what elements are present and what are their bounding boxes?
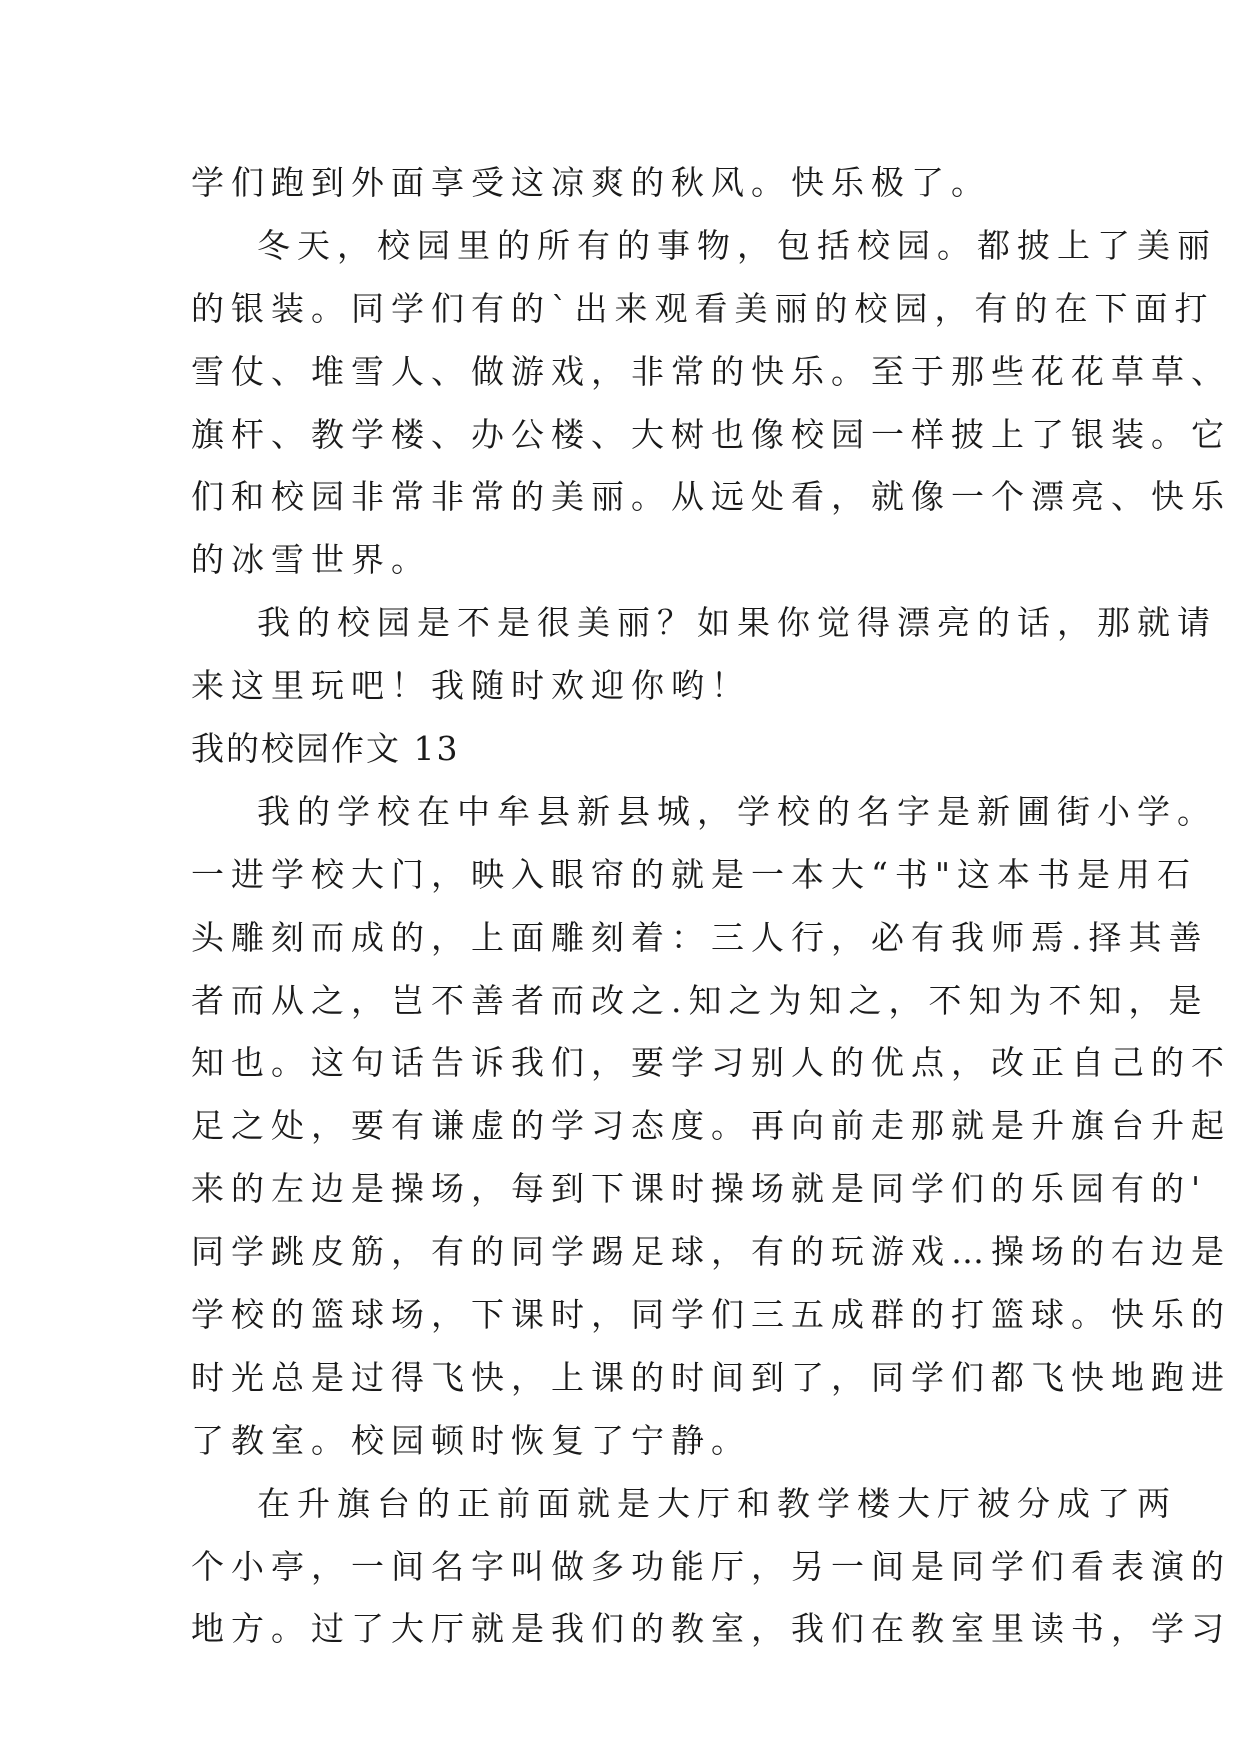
text-line: 个小亭，一间名字叫做多功能厅，另一间是同学们看表演的 [191, 1546, 1231, 1586]
text-line: 的银装。同学们有的`出来观看美丽的校园，有的在下面打 [191, 288, 1215, 328]
text-line: 知也。这句话告诉我们，要学习别人的优点，改正自己的不 [191, 1043, 1231, 1083]
text-line: 学校的篮球场，下课时，同学们三五成群的打篮球。快乐的 [191, 1295, 1231, 1335]
paragraph-start-line: 在升旗台的正前面就是大厅和教学楼大厅被分成了两 [257, 1483, 1177, 1523]
text-line: 同学跳皮筋，有的同学踢足球，有的玩游戏…操场的右边是 [191, 1232, 1231, 1272]
text-line: 来的左边是操场，每到下课时操场就是同学们的乐园有的' [191, 1169, 1208, 1209]
text-line: 来这里玩吧！我随时欢迎你哟！ [191, 666, 751, 706]
document-body [191, 152, 1231, 1661]
text-line: 学们跑到外面享受这凉爽的秋风。快乐极了。 [191, 163, 991, 202]
text-line: 们和校园非常非常的美丽。从远处看，就像一个漂亮、快乐 [191, 477, 1231, 517]
text-line: 雪仗、堆雪人、做游戏，非常的快乐。至于那些花花草草、 [191, 351, 1231, 391]
text-line: 时光总是过得飞快，上课的时间到了，同学们都飞快地跑进 [191, 1357, 1231, 1397]
paragraph-start-line: 冬天，校园里的所有的事物，包括校园。都披上了美丽 [257, 225, 1217, 265]
text-line: 者而从之，岂不善者而改之.知之为知之，不知为不知，是 [191, 980, 1209, 1020]
paragraph-start-line: 我的校园是不是很美丽？如果你觉得漂亮的话，那就请 [257, 603, 1217, 643]
paragraph-start-line: 我的学校在中牟县新县城，学校的名字是新圃街小学。 [257, 791, 1217, 831]
text-line: 地方。过了大厅就是我们的教室，我们在教室里读书，学习 [191, 1609, 1231, 1649]
text-line: 了教室。校园顿时恢复了宁静。 [191, 1420, 751, 1460]
text-line: 头雕刻而成的，上面雕刻着：三人行，必有我师焉.择其善 [191, 917, 1209, 957]
text-line: 的冰雪世界。 [191, 540, 431, 580]
text-line: 一进学校大门，映入眼帘的就是一本大“书"这本书是用石 [191, 854, 1198, 894]
text-line: 旗杆、教学楼、办公楼、大树也像校园一样披上了银装。它 [191, 414, 1231, 454]
section-heading: 我的校园作文 13 [191, 729, 460, 769]
text-line: 足之处，要有谦虚的学习态度。再向前走那就是升旗台升起 [191, 1106, 1231, 1146]
